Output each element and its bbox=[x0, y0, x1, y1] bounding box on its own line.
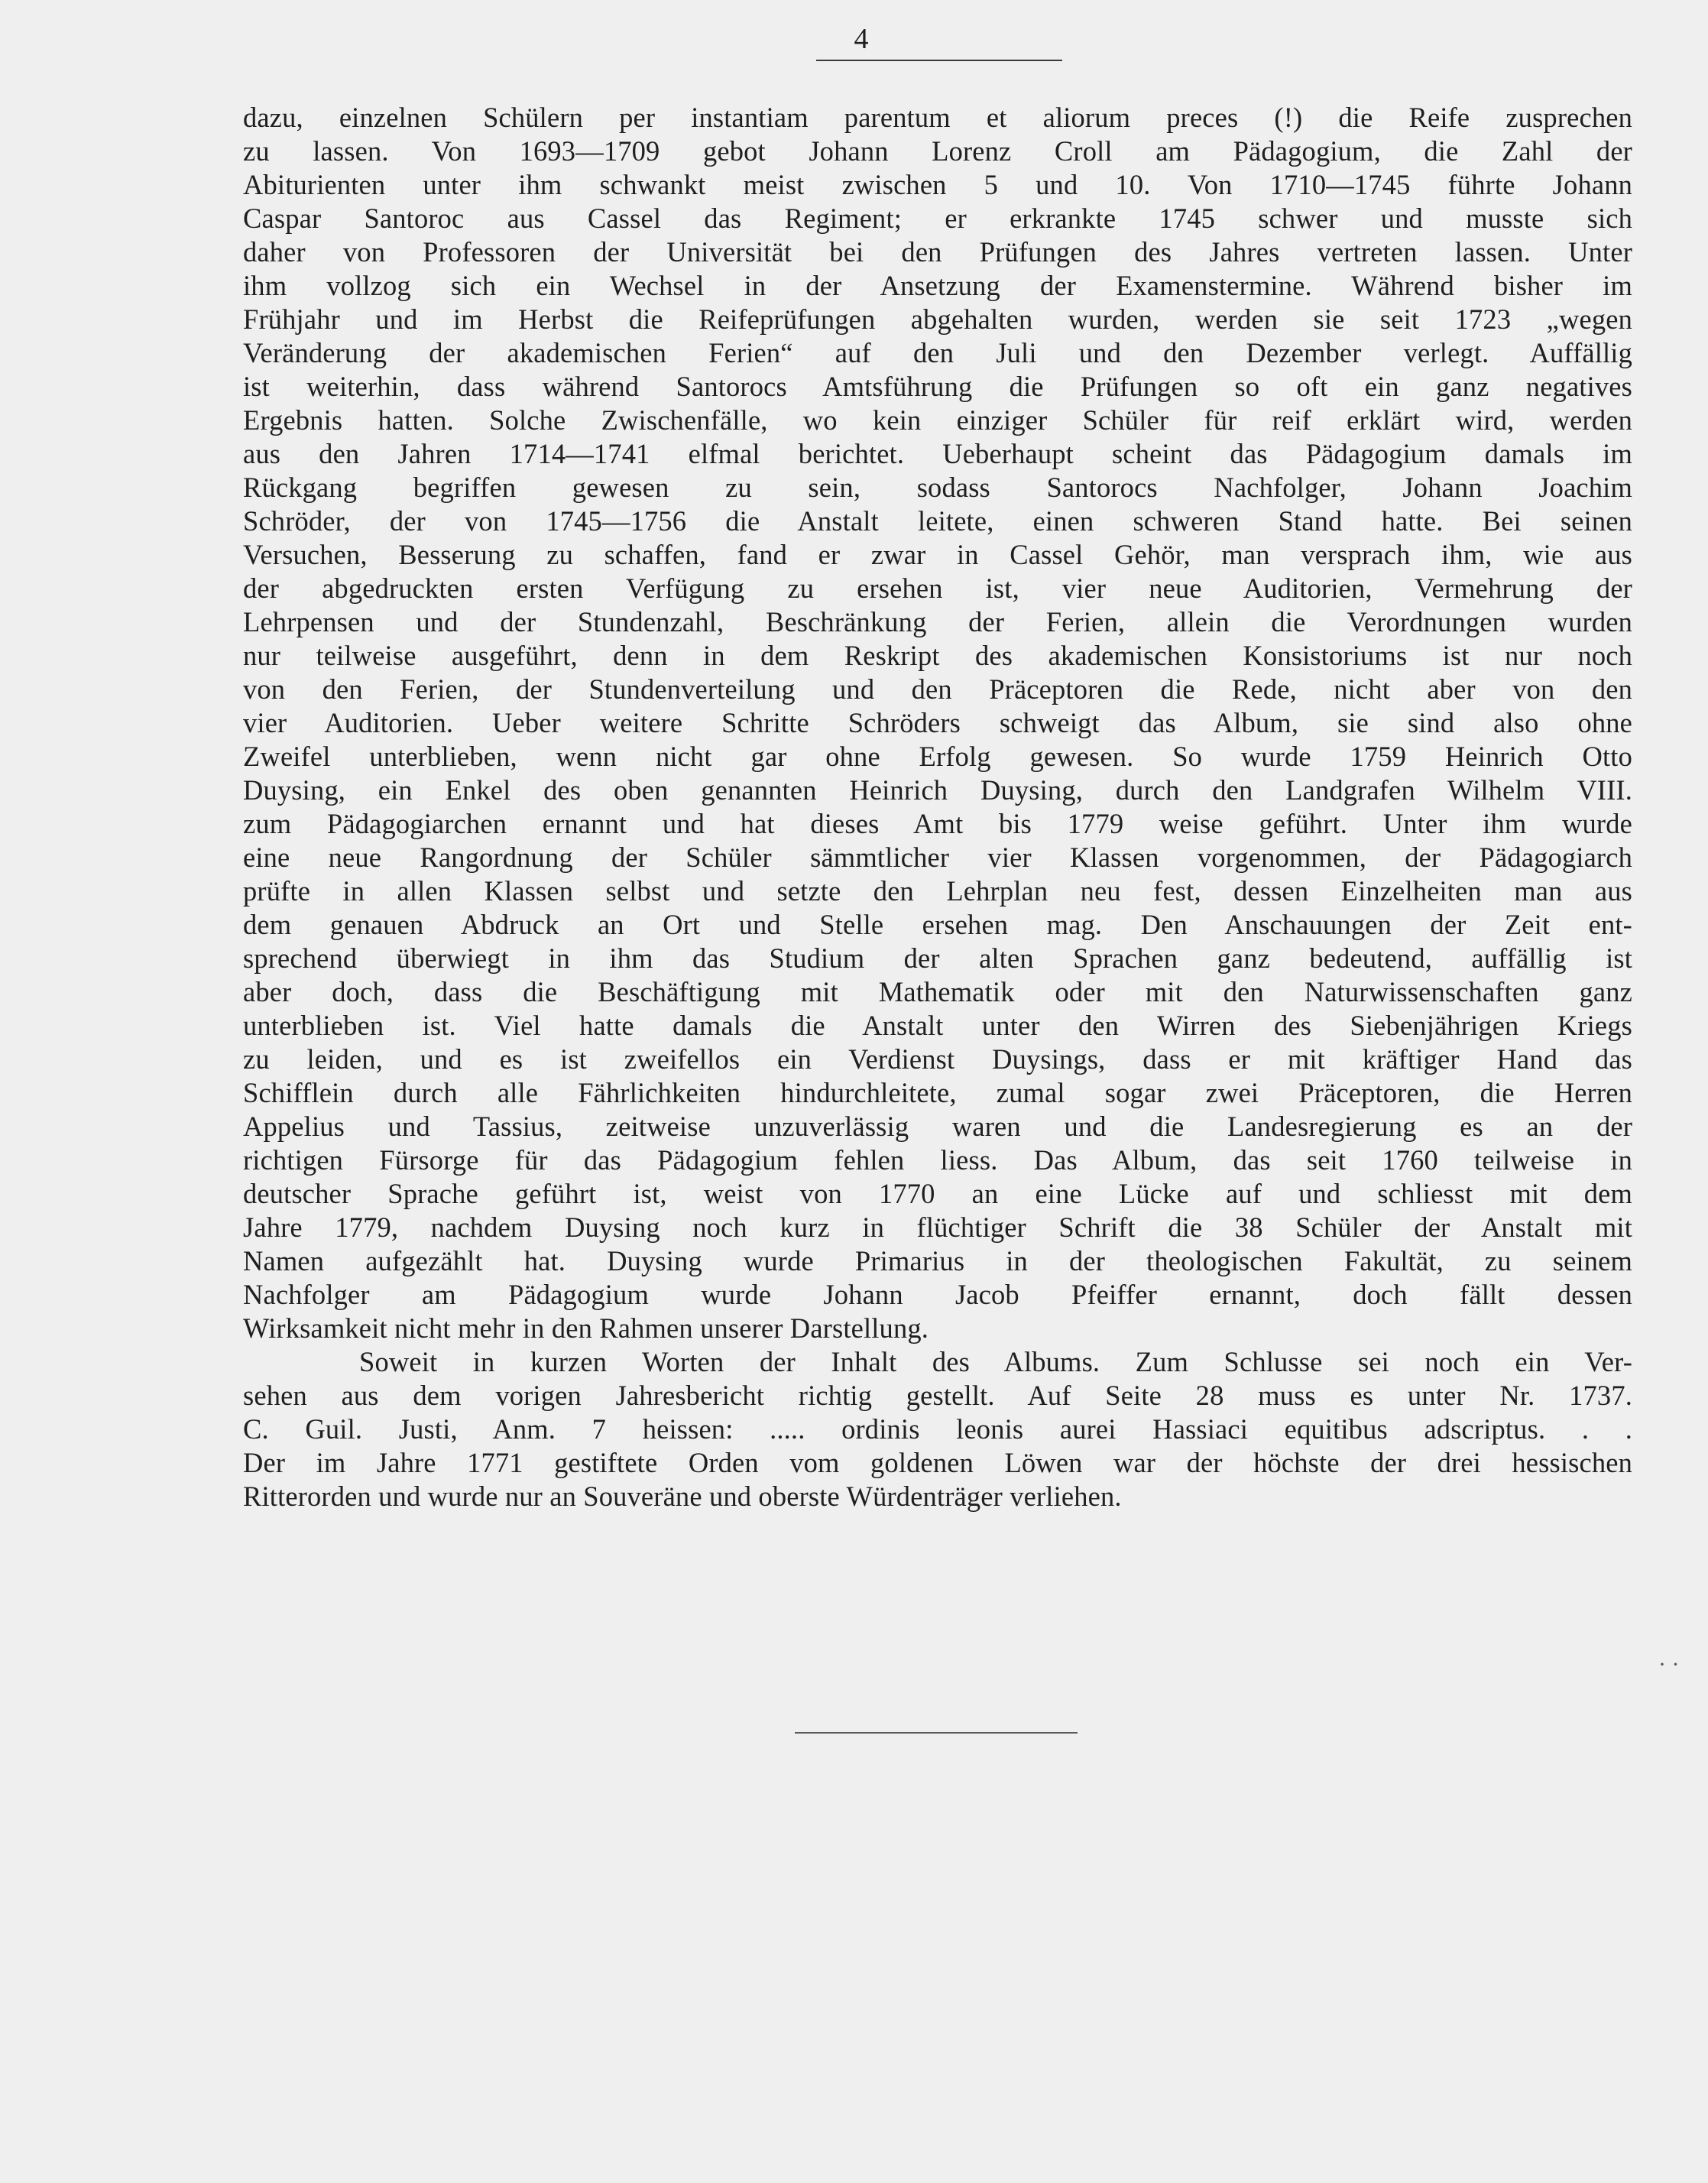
text-line: Frühjahr und im Herbst die Reifeprüfungen abgehalten wurden, werden sie seit 1723 „wegen bbox=[243, 303, 1632, 335]
text-line: Schifflein durch alle Fährlichkeiten hindurchleitete, zumal sogar zwei Präceptoren, die Herren bbox=[243, 1077, 1632, 1108]
text-line: Veränderung der akademischen Ferien“ auf den Juli und den Dezember verlegt. Auffällig bbox=[243, 337, 1632, 368]
text-line: richtigen Fürsorge für das Pädagogium fehlen liess. Das Album, das seit 1760 teilweise in bbox=[243, 1144, 1632, 1176]
text-line: aus den Jahren 1714—1741 elfmal berichtet. Ueberhaupt scheint das Pädagogium damals im bbox=[243, 438, 1632, 469]
text-line: zum Pädagogiarchen ernannt und hat dieses Amt bis 1779 weise geführt. Unter ihm wurde bbox=[243, 808, 1632, 839]
text-line: eine neue Rangordnung der Schüler sämmtlicher vier Klassen vorgenommen, der Pädagogiarch bbox=[243, 842, 1632, 873]
text-line: sehen aus dem vorigen Jahresbericht richtig gestellt. Auf Seite 28 muss es unter Nr. 1737. bbox=[243, 1380, 1632, 1411]
header-rule bbox=[816, 60, 1062, 61]
text-line: Der im Jahre 1771 gestiftete Orden vom goldenen Löwen war der höchste der drei hessischen bbox=[243, 1447, 1632, 1478]
scan-specks: · · bbox=[1658, 1652, 1680, 1677]
text-line: Appelius und Tassius, zeitweise unzuverlässig waren und die Landesregierung es an der bbox=[243, 1111, 1632, 1142]
text-line: nur teilweise ausgeführt, denn in dem Reskript des akademischen Konsistoriums ist nur noch bbox=[243, 640, 1632, 671]
text-line: Schröder, der von 1745—1756 die Anstalt leitete, einen schweren Stand hatte. Bei seinen bbox=[243, 505, 1632, 537]
text-line: prüfte in allen Klassen selbst und setzte den Lehrplan neu fest, dessen Einzelheiten man aus bbox=[243, 875, 1632, 907]
body-text bbox=[243, 101, 1632, 1513]
text-line: dazu, einzelnen Schülern per instantiam parentum et aliorum preces (!) die Reife zusprechen bbox=[243, 102, 1632, 133]
text-line: Soweit in kurzen Worten der Inhalt des Albums. Zum Schlusse sei noch ein Ver- bbox=[359, 1346, 1632, 1377]
text-line: von den Ferien, der Stundenverteilung und den Präceptoren die Rede, nicht aber von den bbox=[243, 673, 1632, 705]
text-line: Versuchen, Besserung zu schaffen, fand er zwar in Cassel Gehör, man versprach ihm, wie aus bbox=[243, 539, 1632, 570]
page-number: 4 bbox=[854, 23, 869, 55]
text-line: unterblieben ist. Viel hatte damals die Anstalt unter den Wirren des Siebenjährigen Kriegs bbox=[243, 1010, 1632, 1041]
text-line: deutscher Sprache geführt ist, weist von 1770 an eine Lücke auf und schliesst mit dem bbox=[243, 1178, 1632, 1209]
text-line: Zweifel unterblieben, wenn nicht gar ohne Erfolg gewesen. So wurde 1759 Heinrich Otto bbox=[243, 741, 1632, 772]
text-line: Rückgang begriffen gewesen zu sein, sodass Santorocs Nachfolger, Johann Joachim bbox=[243, 472, 1632, 503]
text-line: Abiturienten unter ihm schwankt meist zwischen 5 und 10. Von 1710—1745 führte Johann bbox=[243, 169, 1632, 200]
text-line: Namen aufgezählt hat. Duysing wurde Primarius in der theologischen Fakultät, zu seinem bbox=[243, 1245, 1632, 1276]
text-line: der abgedruckten ersten Verfügung zu ersehen ist, vier neue Auditorien, Vermehrung der bbox=[243, 573, 1632, 604]
text-line: zu leiden, und es ist zweifellos ein Verdienst Duysings, dass er mit kräftiger Hand das bbox=[243, 1043, 1632, 1075]
text-line: ihm vollzog sich ein Wechsel in der Ansetzung der Examenstermine. Während bisher im bbox=[243, 270, 1632, 301]
text-line: Jahre 1779, nachdem Duysing noch kurz in flüchtiger Schrift die 38 Schüler der Anstalt mit bbox=[243, 1212, 1632, 1243]
footer-rule bbox=[795, 1732, 1078, 1734]
text-line: vier Auditorien. Ueber weitere Schritte Schröders schweigt das Album, sie sind also ohne bbox=[243, 707, 1632, 738]
text-line: Ritterorden und wurde nur an Souveräne und oberste Würdenträger verliehen. bbox=[243, 1481, 1122, 1512]
text-line: Wirksamkeit nicht mehr in den Rahmen unserer Darstellung. bbox=[243, 1312, 929, 1344]
text-line: zu lassen. Von 1693—1709 gebot Johann Lorenz Croll am Pädagogium, die Zahl der bbox=[243, 135, 1632, 167]
text-line: ist weiterhin, dass während Santorocs Amtsführung die Prüfungen so oft ein ganz negatives bbox=[243, 371, 1632, 402]
text-line: daher von Professoren der Universität bei den Prüfungen des Jahres vertreten lassen. Unter bbox=[243, 236, 1632, 268]
text-line: sprechend überwiegt in ihm das Studium der alten Sprachen ganz bedeutend, auffällig ist bbox=[243, 942, 1632, 974]
text-line: C. Guil. Justi, Anm. 7 heissen: ..... ordinis leonis aurei Hassiaci equitibus adscriptus. . . bbox=[243, 1413, 1632, 1445]
text-line: Ergebnis hatten. Solche Zwischenfälle, wo kein einziger Schüler für reif erklärt wird, werden bbox=[243, 404, 1632, 436]
text-line: Lehrpensen und der Stundenzahl, Beschränkung der Ferien, allein die Verordnungen wurden bbox=[243, 606, 1632, 637]
text-line: Duysing, ein Enkel des oben genannten Heinrich Duysing, durch den Landgrafen Wilhelm VIII. bbox=[243, 774, 1632, 806]
text-line: aber doch, dass die Beschäftigung mit Mathematik oder mit den Naturwissenschaften ganz bbox=[243, 976, 1632, 1007]
text-line: Nachfolger am Pädagogium wurde Johann Jacob Pfeiffer ernannt, doch fällt dessen bbox=[243, 1279, 1632, 1310]
text-line: dem genauen Abdruck an Ort und Stelle ersehen mag. Den Anschauungen der Zeit ent- bbox=[243, 909, 1632, 940]
text-line: Caspar Santoroc aus Cassel das Regiment; er erkrankte 1745 schwer und musste sich bbox=[243, 203, 1632, 234]
